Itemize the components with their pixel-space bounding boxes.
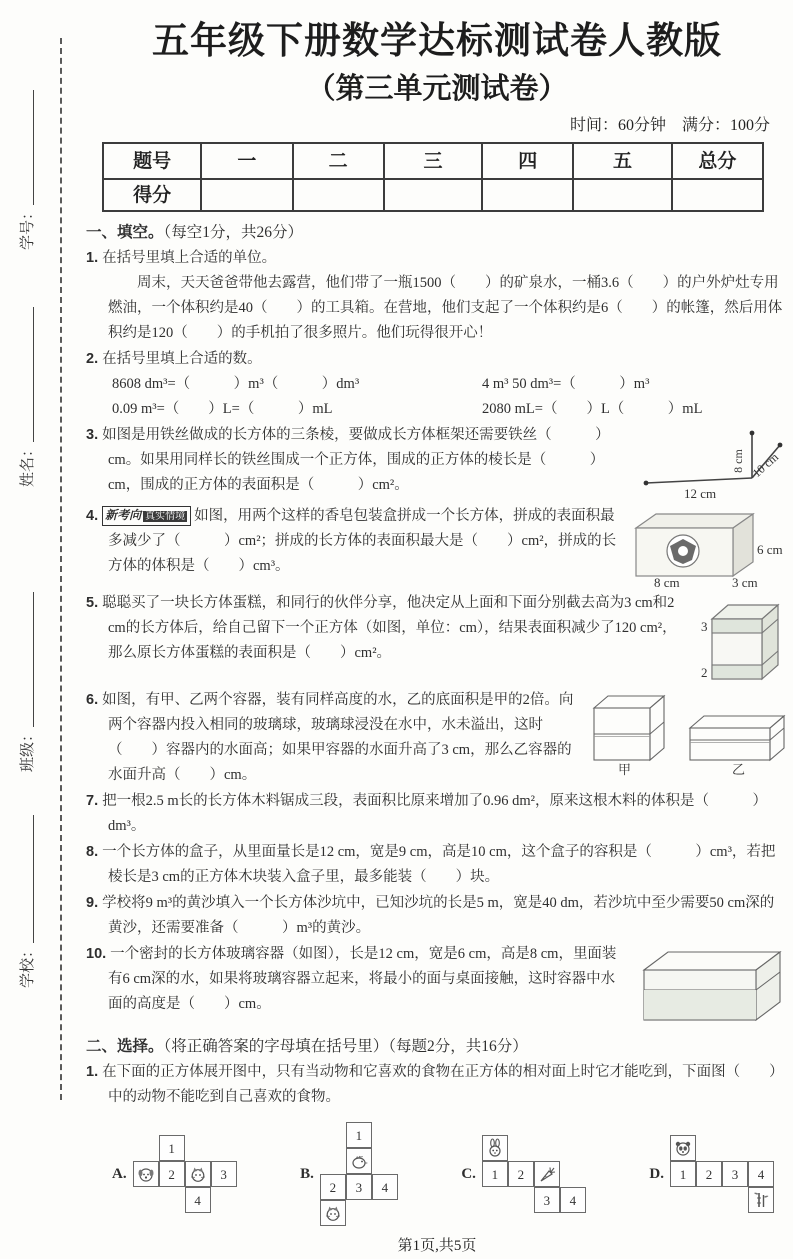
seal-dashed-line (60, 38, 62, 1100)
carrot-icon (534, 1161, 560, 1187)
question-text: 学校将9 m³的黄沙填入一个长方体沙坑中，已知沙坑的长是5 m，宽是40 dm，若沙坑中至少需要50 cm深的黄沙，还需要准备（ ）m³的黄沙。 (102, 895, 774, 936)
net-cell-number: 1 (346, 1122, 372, 1148)
question-text: 在括号里填上合适的单位。 (102, 250, 276, 266)
score-header-cell: 四 (482, 143, 573, 179)
q3-length-label: 12 cm (684, 486, 716, 501)
section2-title: 二、选择。 (86, 1038, 164, 1055)
net-cell-number: 2 (320, 1174, 346, 1200)
question-number: 1. (86, 250, 102, 266)
paper-subtitle: （第三单元测试卷） (86, 68, 788, 110)
score-header-cell: 一 (201, 143, 292, 179)
main-content (86, 12, 788, 1259)
score-cell (293, 179, 384, 211)
net-cell-number: 3 (722, 1161, 748, 1187)
score-cell (672, 179, 763, 211)
net-cell-number: 1 (159, 1135, 185, 1161)
fill-question-7 (86, 789, 788, 839)
conversion-item: 4 m³ 50 dm³=（ ）m³ (482, 372, 649, 397)
cat-icon (185, 1161, 211, 1187)
q4-width-label: 8 cm (654, 575, 680, 588)
choice-question-1 (86, 1060, 788, 1110)
fill-question-10 (86, 942, 788, 1028)
option-a-label: A. (112, 1162, 127, 1187)
question-number: 3. (86, 427, 102, 443)
score-cell (201, 179, 292, 211)
q10-glass-container-figure (634, 944, 786, 1026)
dog-icon (133, 1161, 159, 1187)
score-cell (573, 179, 671, 211)
question-text: 在下面的正方体展开图中，只有当动物和它喜欢的食物在正方体的相对面上时它才能吃到，下面图（ ）中的动物不能吃到自己喜欢的食物。 (102, 1064, 784, 1105)
name-label: 姓名： (20, 442, 36, 487)
badge-main-text: 新考向 (105, 508, 141, 522)
score-cell (482, 179, 573, 211)
fill-question-1-paragraph: 周末，天天爸爸带他去露营，他们带了一瓶1500（ ）的矿泉水，一桶3.6（ ）的户外炉灶专用燃油，一个体积约是40（ ）的工具箱。在营地，他们支起了一个体积约是6（ ）的帐篷，然后用体积约是120（ ）的手机拍了很多照片。他们玩得很开心！ (86, 271, 788, 346)
q4-height-label: 6 cm (757, 542, 783, 557)
q4-soap-box-figure (628, 506, 786, 588)
fill-question-9 (86, 891, 788, 941)
q5-cake-figure (698, 593, 786, 685)
question-number: 5. (86, 595, 102, 611)
net-cell-number: 4 (748, 1161, 774, 1187)
question-text: 一个密封的长方体玻璃容器（如图），长是12 cm，宽是6 cm，高是8 cm，里面装有6 cm深的水，如果将玻璃容器立起来，将最小的面与桌面接触，这时容器中水面的高度是（ ）cm。 (108, 946, 616, 1012)
fill-question-5 (86, 591, 788, 687)
question-text: 如图，有甲、乙两个容器，装有同样高度的水，乙的底面积是甲的2倍。向两个容器内投入相同的玻璃球，玻璃球浸没在水中，水未溢出，这时（ ）容器内的水面高；如果甲容器的水面升高了3 cm，那么乙容器的水面升高（ ）cm。 (102, 692, 573, 783)
net-cell-number: 4 (560, 1187, 586, 1213)
school-blank-line (21, 815, 34, 943)
fill-question-3 (86, 423, 788, 503)
section1-heading (86, 220, 788, 245)
conversion-item: 2080 mL=（ ）L（ ）mL (482, 397, 702, 422)
question-number: 2. (86, 351, 102, 367)
new-exam-badge (102, 506, 191, 526)
question-text: 一个长方体的盒子，从里面量长是12 cm，宽是9 cm，高是10 cm，这个盒子的容积是（ ）cm³，若把棱长是3 cm的正方体木块装入盒子里，最多能装（ ）块。 (102, 844, 775, 885)
question-number: 8. (86, 844, 102, 860)
q5-bottom-slab-label: 2 (701, 665, 708, 680)
q3-height-label: 8 cm (731, 449, 745, 473)
name-blank-line (21, 307, 34, 442)
net-cell-number: 3 (211, 1161, 237, 1187)
net-cell-number: 1 (670, 1161, 696, 1187)
class-field (16, 592, 41, 772)
score-header-cell: 总分 (672, 143, 763, 179)
fill-question-4 (86, 504, 788, 590)
bamboo-icon (748, 1187, 774, 1213)
q3-depth-label: 10 cm (750, 449, 782, 480)
net-cell-number: 1 (482, 1161, 508, 1187)
net-cell-number: 3 (534, 1187, 560, 1213)
score-table-header-row (103, 143, 763, 179)
q4-depth-label: 3 cm (732, 575, 758, 588)
net-cell-number: 2 (696, 1161, 722, 1187)
question-text: 把一根2.5 m长的长方体木料锯成三段，表面积比原来增加了0.96 dm²，原来这根木料的体积是（ ）dm³。 (102, 793, 767, 834)
q6-left-container-label: 甲 (618, 762, 631, 776)
q6-right-container-label: 乙 (732, 762, 745, 776)
question-number: 10. (86, 946, 110, 962)
section1-title: 一、填空。 (86, 224, 164, 241)
q6-containers-figure (586, 690, 786, 776)
option-b-label: B. (300, 1162, 314, 1187)
option-d-label: D. (649, 1162, 664, 1187)
section2-note: （将正确答案的字母填在括号里）（每题2分，共16分） (164, 1038, 528, 1055)
question-number: 4. (86, 508, 102, 524)
score-header-cell: 题号 (103, 143, 201, 179)
paper-title: 五年级下册数学达标测试卷人教版 (86, 18, 788, 66)
net-cell-number: 2 (508, 1161, 534, 1187)
score-header-cell: 二 (293, 143, 384, 179)
net-cell-number: 4 (185, 1187, 211, 1213)
option-d (649, 1135, 774, 1213)
question-number: 7. (86, 793, 102, 809)
student-no-label: 学号： (20, 205, 36, 250)
school-field (16, 815, 41, 988)
score-table (102, 142, 764, 212)
conversion-item: 8608 dm³=（ ）m³（ ）dm³ (112, 372, 482, 397)
cube-net-a (133, 1135, 237, 1213)
question-text: 在括号里填上合适的数。 (102, 351, 262, 367)
choice-options-row (86, 1110, 788, 1230)
net-cell-number: 4 (372, 1174, 398, 1200)
option-b (300, 1122, 398, 1226)
q5-top-slab-label: 3 (701, 619, 708, 634)
net-cell-number: 2 (159, 1161, 185, 1187)
question-number: 9. (86, 895, 102, 911)
option-c-label: C. (461, 1162, 476, 1187)
option-c (461, 1135, 586, 1213)
fill-question-1 (86, 246, 788, 271)
score-table-score-row (103, 179, 763, 211)
fill-question-2 (86, 347, 788, 372)
option-a (112, 1135, 237, 1213)
section1-note: （每空1分，共26分） (164, 224, 304, 241)
question-number: 6. (86, 692, 102, 708)
score-cell (384, 179, 482, 211)
conversion-row-2 (86, 397, 788, 422)
cube-net-c (482, 1135, 586, 1213)
conversion-item: 0.09 m³=（ ）L=（ ）mL (112, 397, 482, 422)
class-blank-line (21, 592, 34, 727)
class-label: 班级： (20, 727, 36, 772)
hen-icon (346, 1148, 372, 1174)
score-row-label: 得分 (103, 179, 201, 211)
school-label: 学校： (20, 943, 36, 988)
rabbit-icon (482, 1135, 508, 1161)
panda-icon (670, 1135, 696, 1161)
conversion-row-1 (86, 372, 788, 397)
question-text: 如图，用两个这样的香皂包装盒拼成一个长方体，拼成的表面积最多减少了（ ）cm²；拼成的长方体的表面积最大是（ ）cm²，拼成的长方体的体积是（ ）cm³。 (108, 508, 616, 574)
score-header-cell: 五 (573, 143, 671, 179)
q3-wire-edges-figure (634, 425, 786, 501)
question-number: 1. (86, 1064, 102, 1080)
cube-net-d (670, 1135, 774, 1213)
fill-question-8 (86, 840, 788, 890)
badge-sub-text: 真实情境 (143, 511, 187, 522)
section2-heading (86, 1034, 788, 1059)
time-score-meta: 时间：60分钟 满分：100分 (86, 114, 788, 138)
student-no-field (16, 90, 41, 250)
score-header-cell: 三 (384, 143, 482, 179)
question-text: 聪聪买了一块长方体蛋糕，和同行的伙伴分享，他决定从上面和下面分别截去高为3 cm和2 cm的长方体后，给自己留下一个正方体（如图，单位：cm），结果表面积减少了120 cm²，那么原长方体蛋糕的表面积是（ ）cm²。 (102, 595, 677, 661)
cat-icon (320, 1200, 346, 1226)
fill-question-6 (86, 688, 788, 788)
question-text: 如图是用铁丝做成的长方体的三条棱，要做成长方体框架还需要铁丝（ ）cm。如果用同样长的铁丝围成一个正方体，围成的正方体的棱长是（ ）cm，围成的正方体的表面积是（ ）cm²。 (102, 427, 610, 493)
page-number-footer: 第1页,共5页 (86, 1234, 788, 1259)
name-field (16, 307, 41, 487)
cube-net-b (320, 1122, 398, 1226)
net-cell-number: 3 (346, 1174, 372, 1200)
student-no-blank-line (21, 90, 34, 205)
